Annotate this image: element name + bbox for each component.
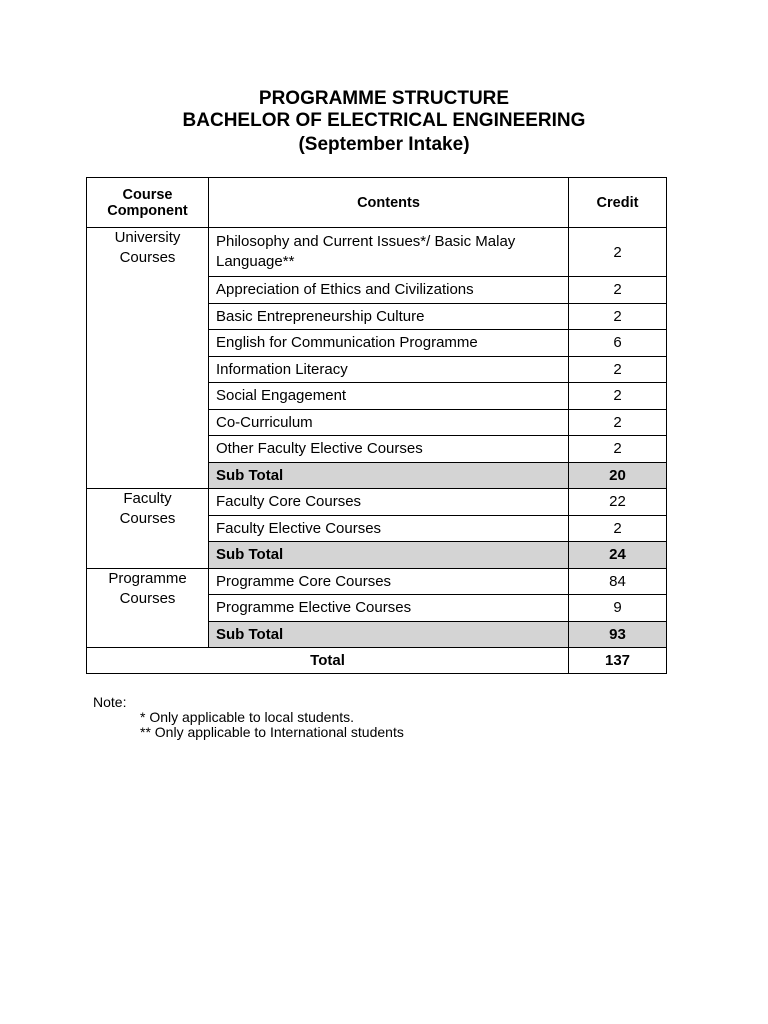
component-faculty: Faculty Courses (87, 489, 209, 569)
row-credit: 2 (569, 436, 667, 463)
header-contents: Contents (209, 178, 569, 228)
row-content: Appreciation of Ethics and Civilizations (209, 277, 569, 304)
subtotal-value: 24 (569, 542, 667, 569)
row-content: Programme Elective Courses (209, 595, 569, 622)
programme-structure-table (86, 177, 667, 674)
row-credit: 84 (569, 568, 667, 595)
row-credit: 6 (569, 330, 667, 357)
subtotal-label: Sub Total (209, 542, 569, 569)
table-row (87, 228, 667, 277)
component-programme: Programme Courses (87, 568, 209, 648)
note-item-international: ** Only applicable to International students (140, 724, 404, 740)
row-credit: 2 (569, 228, 667, 277)
row-credit: 2 (569, 409, 667, 436)
table-row (87, 489, 667, 516)
note-item-local: * Only applicable to local students. (140, 709, 355, 725)
note-heading: Note: (93, 694, 127, 710)
row-content: Faculty Core Courses (209, 489, 569, 516)
subtotal-value: 93 (569, 621, 667, 648)
row-credit: 2 (569, 303, 667, 330)
table-header-row (87, 178, 667, 228)
intake-label: (September Intake) (298, 134, 470, 155)
row-credit: 2 (569, 383, 667, 410)
row-content: Faculty Elective Courses (209, 515, 569, 542)
row-content: Co-Curriculum (209, 409, 569, 436)
row-content: Basic Entrepreneurship Culture (209, 303, 569, 330)
row-content: Programme Core Courses (209, 568, 569, 595)
total-row (87, 648, 667, 674)
total-value: 137 (569, 648, 667, 674)
row-credit: 2 (569, 356, 667, 383)
row-content: Philosophy and Current Issues*/ Basic Malay Language** (209, 228, 569, 277)
row-credit: 9 (569, 595, 667, 622)
row-content: Social Engagement (209, 383, 569, 410)
subtotal-value: 20 (569, 462, 667, 489)
programme-name: BACHELOR OF ELECTRICAL ENGINEERING (182, 110, 586, 131)
row-content: Information Literacy (209, 356, 569, 383)
component-university: University Courses (87, 228, 209, 489)
row-credit: 22 (569, 489, 667, 516)
row-credit: 2 (569, 515, 667, 542)
header-course-component: Course Component (87, 178, 209, 228)
table-row (87, 568, 667, 595)
subtotal-label: Sub Total (209, 621, 569, 648)
header-credit: Credit (569, 178, 667, 228)
page-title: PROGRAMME STRUCTURE (258, 88, 510, 109)
total-label: Total (87, 648, 569, 674)
subtotal-label: Sub Total (209, 462, 569, 489)
row-content: Other Faculty Elective Courses (209, 436, 569, 463)
row-credit: 2 (569, 277, 667, 304)
row-content: English for Communication Programme (209, 330, 569, 357)
